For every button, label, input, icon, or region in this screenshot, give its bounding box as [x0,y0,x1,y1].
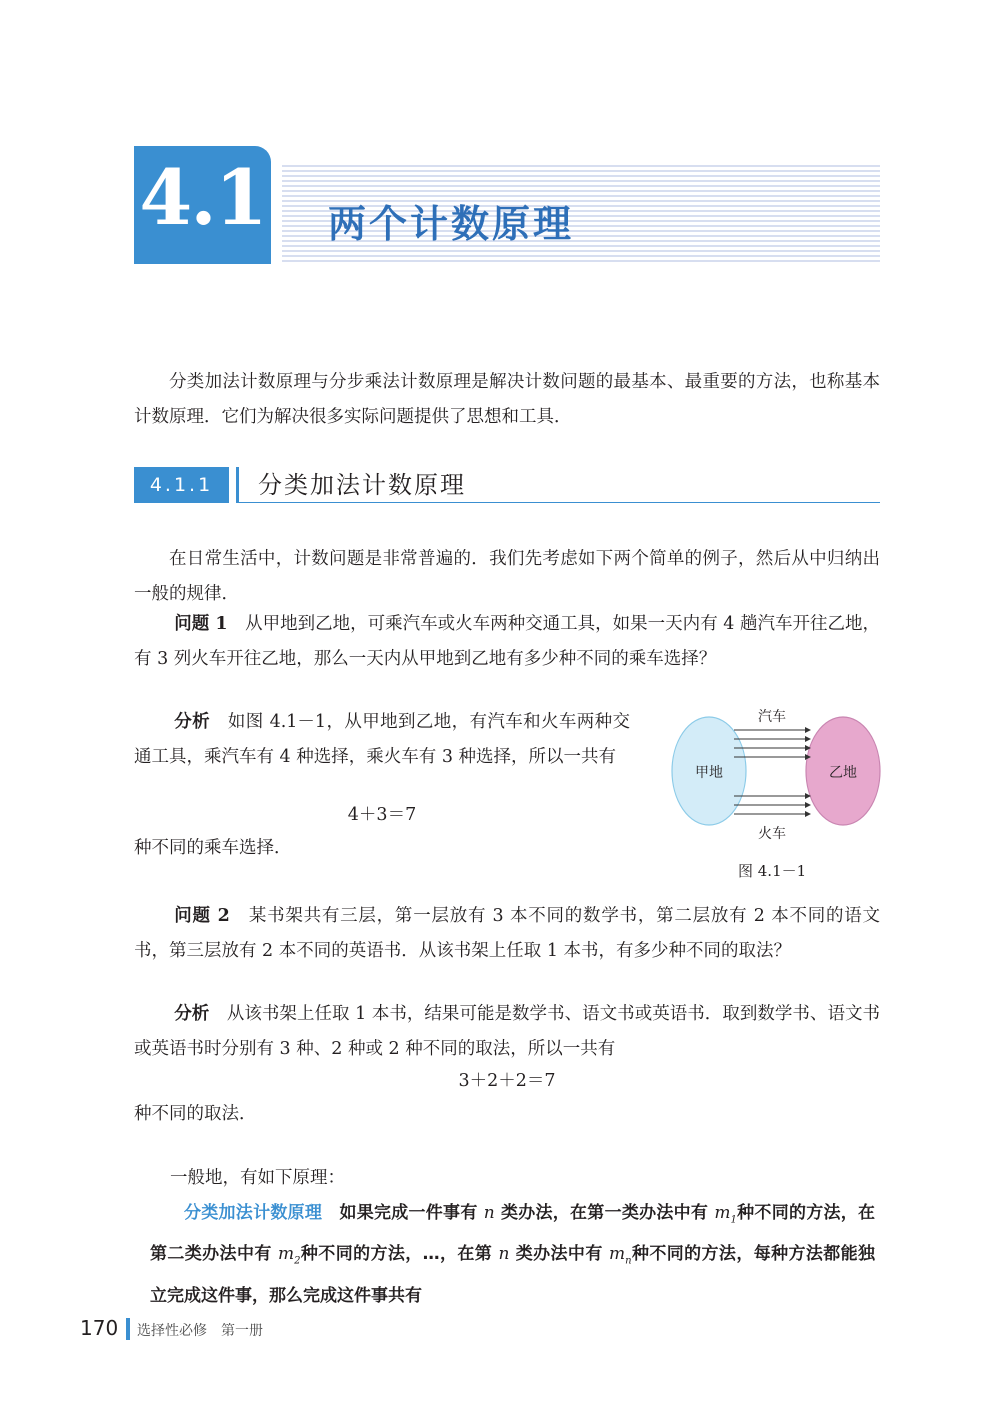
var-m: m [714,1203,731,1223]
figure-caption: 图 4.1－1 [738,862,807,880]
problem-1-label: 问题 1 [174,614,228,634]
general-statement: 一般地，有如下原理： [170,1168,345,1188]
var-m2 [278,1244,301,1267]
section-divider [236,467,239,503]
principle-statement [150,1196,875,1314]
analysis-2-label: 分析 [174,1004,210,1024]
analysis-1-text: 如图 4.1－1，从甲地到乙地，有汽车和火车两种交通工具，乘汽车有 4 种选择，乘火车有 3 种选择，所以一共有 [134,712,631,767]
bus-arrows [734,730,810,757]
analysis-2 [134,997,880,1067]
problem-1 [134,607,880,677]
section-title: 分类加法计数原理 [258,471,466,499]
principle-text: 如果完成一件事有 [339,1203,478,1223]
origin-label: 甲地 [695,765,723,781]
analysis-1 [134,705,630,775]
subscript: n [625,1255,632,1267]
principle-name: 分类加法计数原理 [184,1203,323,1223]
var-m: m [609,1244,626,1265]
var-n: n [498,1244,510,1265]
intro-paragraph: 分类加法计数原理与分步乘法计数原理是解决计数问题的最基本、最重要的方法，也称基本计数原理．它们为解决很多实际问题提供了思想和工具． [134,372,880,427]
destination-label: 乙地 [829,765,857,781]
section-number: 4.1.1 [134,467,229,503]
lead-paragraph: 在日常生活中，计数问题是非常普遍的．我们先考虑如下两个简单的例子，然后从中归纳出一般的规律． [134,549,880,604]
subscript: 1 [730,1214,737,1226]
train-label: 火车 [758,826,786,842]
footer-divider [126,1318,130,1340]
problem-2-text: 某书架共有三层，第一层放有 3 本不同的数学书，第二层放有 2 本不同的语文书，第三层放有 2 本不同的英语书．从该书架上任取 1 本书，有多少种不同的取法？ [134,906,880,961]
problem-1-text: 从甲地到乙地，可乘汽车或火车两种交通工具，如果一天内有 4 趟汽车开往乙地，有 3 列火车开往乙地，那么一天内从甲地到乙地有多少种不同的乘车选择？ [134,614,880,669]
subscript: 2 [294,1255,301,1267]
bus-label: 汽车 [758,709,786,725]
principle-text: 种不同的方法，…，在第 [300,1244,493,1265]
var-m: m [278,1244,295,1265]
principle-text: 类办法中有 [515,1244,603,1265]
analysis-2-after: 种不同的取法． [134,1104,257,1124]
page-number: 170 [80,1316,119,1340]
section-rule [239,502,880,503]
analysis-1-formula: 4＋3＝7 [347,805,417,825]
analysis-1-label: 分析 [174,712,211,732]
principle-text: 种不同的方法，在第二类办法中有 [150,1203,876,1265]
var-n: n [483,1203,495,1223]
analysis-1-after: 种不同的乘车选择． [134,838,292,858]
principle-text: 种不同的方法，每种方法都能独立完成这件事，那么完成这件事共有 [150,1244,876,1306]
analysis-2-text: 从该书架上任取 1 本书，结果可能是数学书、语文书或英语书．取到数学书、语文书或英语书时分别有 3 种、2 种或 2 种不同的取法，所以一共有 [134,1004,881,1059]
figure-4-1-1 [660,700,890,850]
problem-2 [134,899,880,969]
var-mn [609,1244,632,1267]
book-title: 选择性必修 第一册 [137,1323,263,1339]
chapter-number: 4.1 [139,153,266,242]
analysis-2-formula: 3＋2＋2＝7 [458,1071,556,1091]
var-m1 [714,1203,737,1226]
train-arrows [734,796,810,814]
problem-2-label: 问题 2 [174,906,230,926]
chapter-title: 两个计数原理 [328,201,575,246]
principle-text: 类办法，在第一类办法中有 [500,1203,709,1223]
